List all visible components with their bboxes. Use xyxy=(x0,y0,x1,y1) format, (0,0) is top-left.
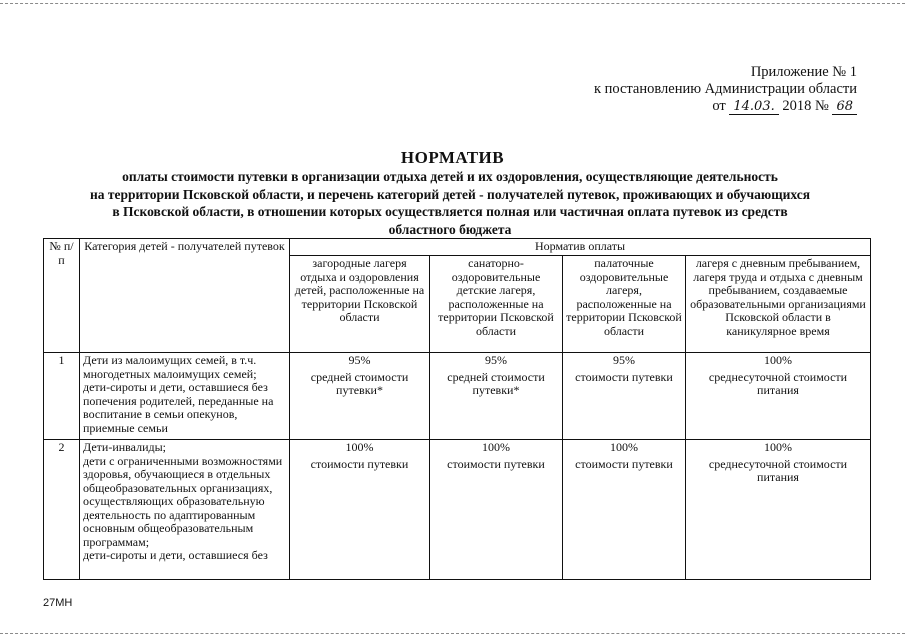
norm-description: стоимости путевки xyxy=(447,456,545,471)
row-number: 1 xyxy=(44,353,80,440)
date-prefix: от xyxy=(712,98,726,114)
appendix-title: Приложение № 1 xyxy=(750,64,857,80)
norm-cell xyxy=(430,353,563,440)
category-part: дети-сироты и дети, оставшиеся без попечения родителей, переданные на воспитание в семьи опекунов, приемные семьи xyxy=(83,380,274,435)
subheader-tent-camps: палаточные оздоровительные лагеря, расположенные на территории Псковской области xyxy=(563,256,686,353)
appendix-date-line xyxy=(594,98,857,115)
footer-code: 27МН xyxy=(43,597,73,609)
subtitle-line-2: на территории Псковской области, и перечень категорий детей - получателей путевок, проживающих и обучающихся xyxy=(89,186,811,202)
appendix-reference: к постановлению Администрации области xyxy=(593,81,857,97)
number-handwritten: 68 xyxy=(832,100,857,115)
row-number: 2 xyxy=(44,440,80,580)
row-category xyxy=(80,440,290,580)
header-number: № п/п xyxy=(44,239,80,353)
document-title: НОРМАТИВ xyxy=(400,148,505,167)
norm-description: среднесуточной стоимости питания xyxy=(708,369,848,397)
scan-top-edge xyxy=(0,3,905,4)
norm-description: среднесуточной стоимости питания xyxy=(708,456,848,484)
norm-table xyxy=(43,238,871,580)
norm-cell xyxy=(290,440,430,580)
norm-percent: 100% xyxy=(345,440,374,454)
subtitle-line-3: в Псковской области, в отношении которых осуществляется полная или частичная оплата путевок из средств xyxy=(112,204,788,219)
scan-bottom-edge xyxy=(0,633,905,634)
norm-percent: 100% xyxy=(764,353,792,367)
norm-cell xyxy=(430,440,563,580)
category-part: дети-сироты и дети, оставшиеся без xyxy=(83,548,268,562)
subtitle-line-4: областного бюджета xyxy=(388,221,512,237)
norm-description: стоимости путевки xyxy=(310,456,409,471)
norm-percent: 95% xyxy=(348,353,371,367)
norm-cell xyxy=(686,353,871,440)
category-part: Дети из малоимущих семей, в т.ч. многодетных малоимущих семей; xyxy=(83,353,257,381)
norm-description: стоимости путевки xyxy=(575,369,673,384)
norm-percent: 100% xyxy=(610,440,638,454)
norm-description: стоимости путевки xyxy=(575,456,673,471)
norm-percent: 95% xyxy=(613,353,635,367)
appendix-block xyxy=(594,64,857,115)
category-part: дети с ограниченными возможностями здоровья, обучающиеся в отдельных общеобразовательных организациях, осуществляющих образовательную деятельность по адаптированным основным общеобразовательным программам; xyxy=(83,453,283,549)
subheader-country-camps: загородные лагеря отдыха и оздоровления детей, расположенные на территории Псковской области xyxy=(290,256,430,353)
year-text: 2018 № xyxy=(782,98,829,114)
table-row xyxy=(44,353,871,440)
norm-cell xyxy=(563,440,686,580)
date-handwritten: 14.03. xyxy=(729,100,778,115)
norm-percent: 100% xyxy=(764,440,792,454)
subheader-sanatorium-camps: санаторно-оздоровительные детские лагеря, расположенные на территории Псковской области xyxy=(430,256,563,353)
document-subtitle xyxy=(40,168,860,238)
norm-percent: 100% xyxy=(482,440,510,454)
header-norm: Норматив оплаты xyxy=(290,239,871,256)
norm-cell xyxy=(686,440,871,580)
row-category xyxy=(80,353,290,440)
category-part: Дети-инвалиды; xyxy=(83,440,167,454)
norm-description: средней стоимости путевки* xyxy=(310,369,409,397)
norm-percent: 95% xyxy=(485,353,507,367)
subtitle-line-1: оплаты стоимости путевки в организации отдыха детей и их оздоровления, осуществляющие деятельность xyxy=(122,169,778,184)
table-row xyxy=(44,440,871,580)
header-category: Категория детей - получателей путевок xyxy=(80,239,290,353)
norm-cell xyxy=(290,353,430,440)
subheader-day-camps: лагеря с дневным пребыванием, лагеря труда и отдыха с дневным пребыванием, создаваемые образовательными организациями Псковской области в каникулярное время xyxy=(686,256,871,353)
norm-description: средней стоимости путевки* xyxy=(447,369,545,397)
norm-cell xyxy=(563,353,686,440)
